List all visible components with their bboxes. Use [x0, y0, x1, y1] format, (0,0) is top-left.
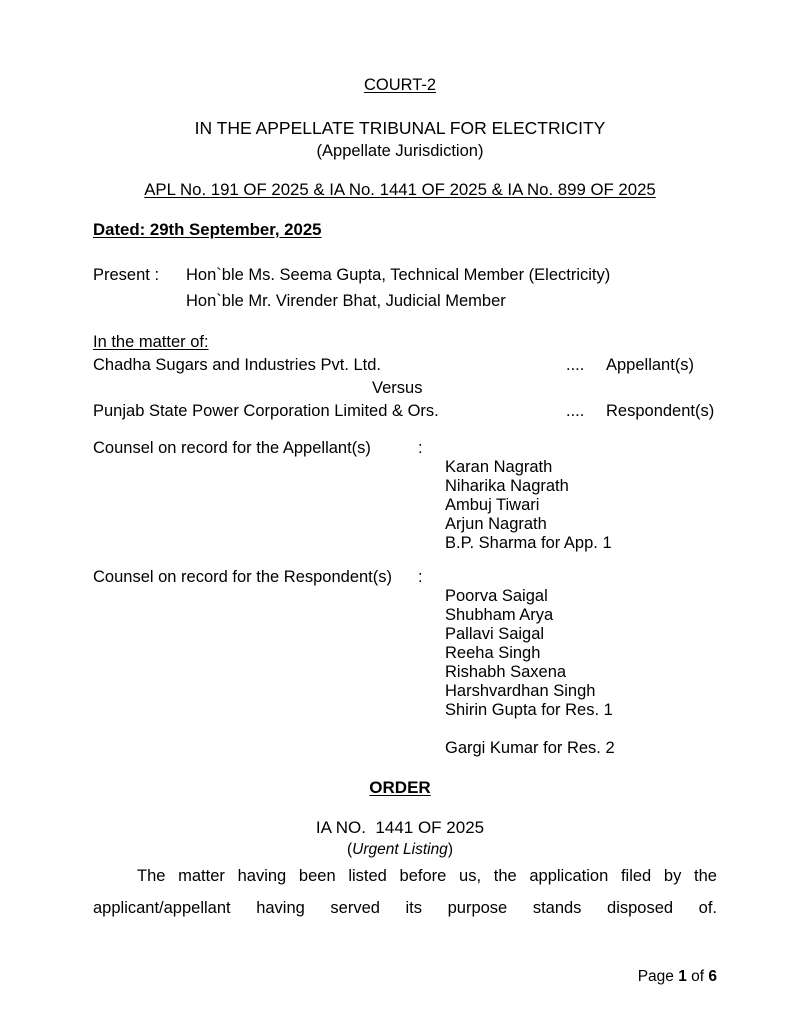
appellant-row: [93, 354, 800, 377]
counsel-respondent-section: [93, 568, 800, 758]
matter-heading: [93, 331, 800, 354]
jurisdiction-label: (Appellate Jurisdiction): [316, 142, 484, 160]
counsel-name: Rishabh Saxena: [445, 663, 567, 681]
counsel-name: Gargi Kumar for Res. 2: [445, 739, 615, 757]
counsel-name: B.P. Sharma for App. 1: [445, 534, 612, 552]
counsel-name: Karan Nagrath: [445, 458, 553, 476]
respondent-dots: ....: [566, 402, 585, 420]
counsel-respondent-names: [445, 587, 800, 758]
order-heading: [0, 778, 800, 798]
matter-section: [93, 331, 800, 423]
order-date-text: Dated: 29th September, 2025: [93, 220, 322, 239]
court-name-text: COURT-2: [363, 76, 437, 94]
order-subtitle-close-paren: ): [447, 841, 453, 858]
counsel-respondent-colon: :: [418, 568, 423, 586]
counsel-name: Niharika Nagrath: [445, 477, 569, 495]
order-body-text: The matter having been listed before us, the application filed by the applicant/appellant having served its purpose stands disposed of.: [93, 867, 717, 917]
respondent-name: Punjab State Power Corporation Limited & Ors.: [93, 402, 439, 420]
respondent-role: Respondent(s): [606, 402, 715, 420]
appellant-role: Appellant(s): [606, 356, 695, 374]
versus-label: Versus: [372, 379, 423, 397]
present-label: Present :: [93, 266, 160, 284]
present-first-row: [93, 262, 610, 288]
counsel-name: Harshvardhan Singh: [445, 682, 596, 700]
order-ia-number: IA NO. 1441 OF 2025: [315, 818, 485, 837]
order-subtitle: [0, 841, 800, 859]
counsel-name: Shirin Gupta for Res. 1: [445, 701, 613, 719]
matter-heading-text: In the matter of:: [93, 333, 209, 351]
counsel-respondent-header: [93, 568, 800, 587]
page-footer: [0, 950, 717, 1004]
footer-total-pages: 6: [708, 968, 717, 985]
appellant-name: Chadha Sugars and Industries Pvt. Ltd.: [93, 356, 382, 374]
footer-prefix: Page: [637, 968, 679, 985]
bench-member-2: Hon`ble Mr. Virender Bhat, Judicial Member: [186, 292, 506, 310]
respondent-row: [93, 400, 800, 423]
counsel-name: Arjun Nagrath: [445, 515, 547, 533]
court-name: [0, 76, 800, 95]
counsel-respondent-title: Counsel on record for the Respondent(s): [93, 568, 392, 586]
tribunal-name: IN THE APPELLATE TRIBUNAL FOR ELECTRICITY: [194, 118, 606, 138]
counsel-appellant-names: [445, 458, 800, 553]
order-date: [93, 220, 322, 240]
counsel-name: Shubham Arya: [445, 606, 554, 624]
counsel-name: Ambuj Tiwari: [445, 496, 540, 514]
counsel-name: Pallavi Saigal: [445, 625, 545, 643]
footer-middle: of: [686, 968, 709, 985]
order-subtitle-open-paren: (: [347, 841, 353, 858]
counsel-name: Poorva Saigal: [445, 587, 548, 605]
order-heading-text: ORDER: [369, 778, 431, 797]
order-subtitle-text: Urgent Listing: [352, 841, 448, 858]
counsel-name: Reeha Singh: [445, 644, 541, 662]
counsel-appellant-header: [93, 439, 800, 458]
present-bench: [93, 262, 610, 314]
appellant-dots: ....: [566, 356, 585, 374]
counsel-appellant-title: Counsel on record for the Appellant(s): [93, 439, 371, 457]
bench-member-1: Hon`ble Ms. Seema Gupta, Technical Member (Electricity): [186, 266, 611, 284]
counsel-appellant-section: [93, 439, 800, 553]
case-number-text: APL No. 191 OF 2025 & IA No. 1441 OF 2025 & IA No. 899 OF 2025: [144, 180, 656, 199]
counsel-appellant-colon: :: [418, 439, 423, 457]
counsel-name-spacer: [445, 720, 800, 739]
footer-current-page: 1: [678, 968, 687, 985]
case-number: [0, 180, 800, 200]
